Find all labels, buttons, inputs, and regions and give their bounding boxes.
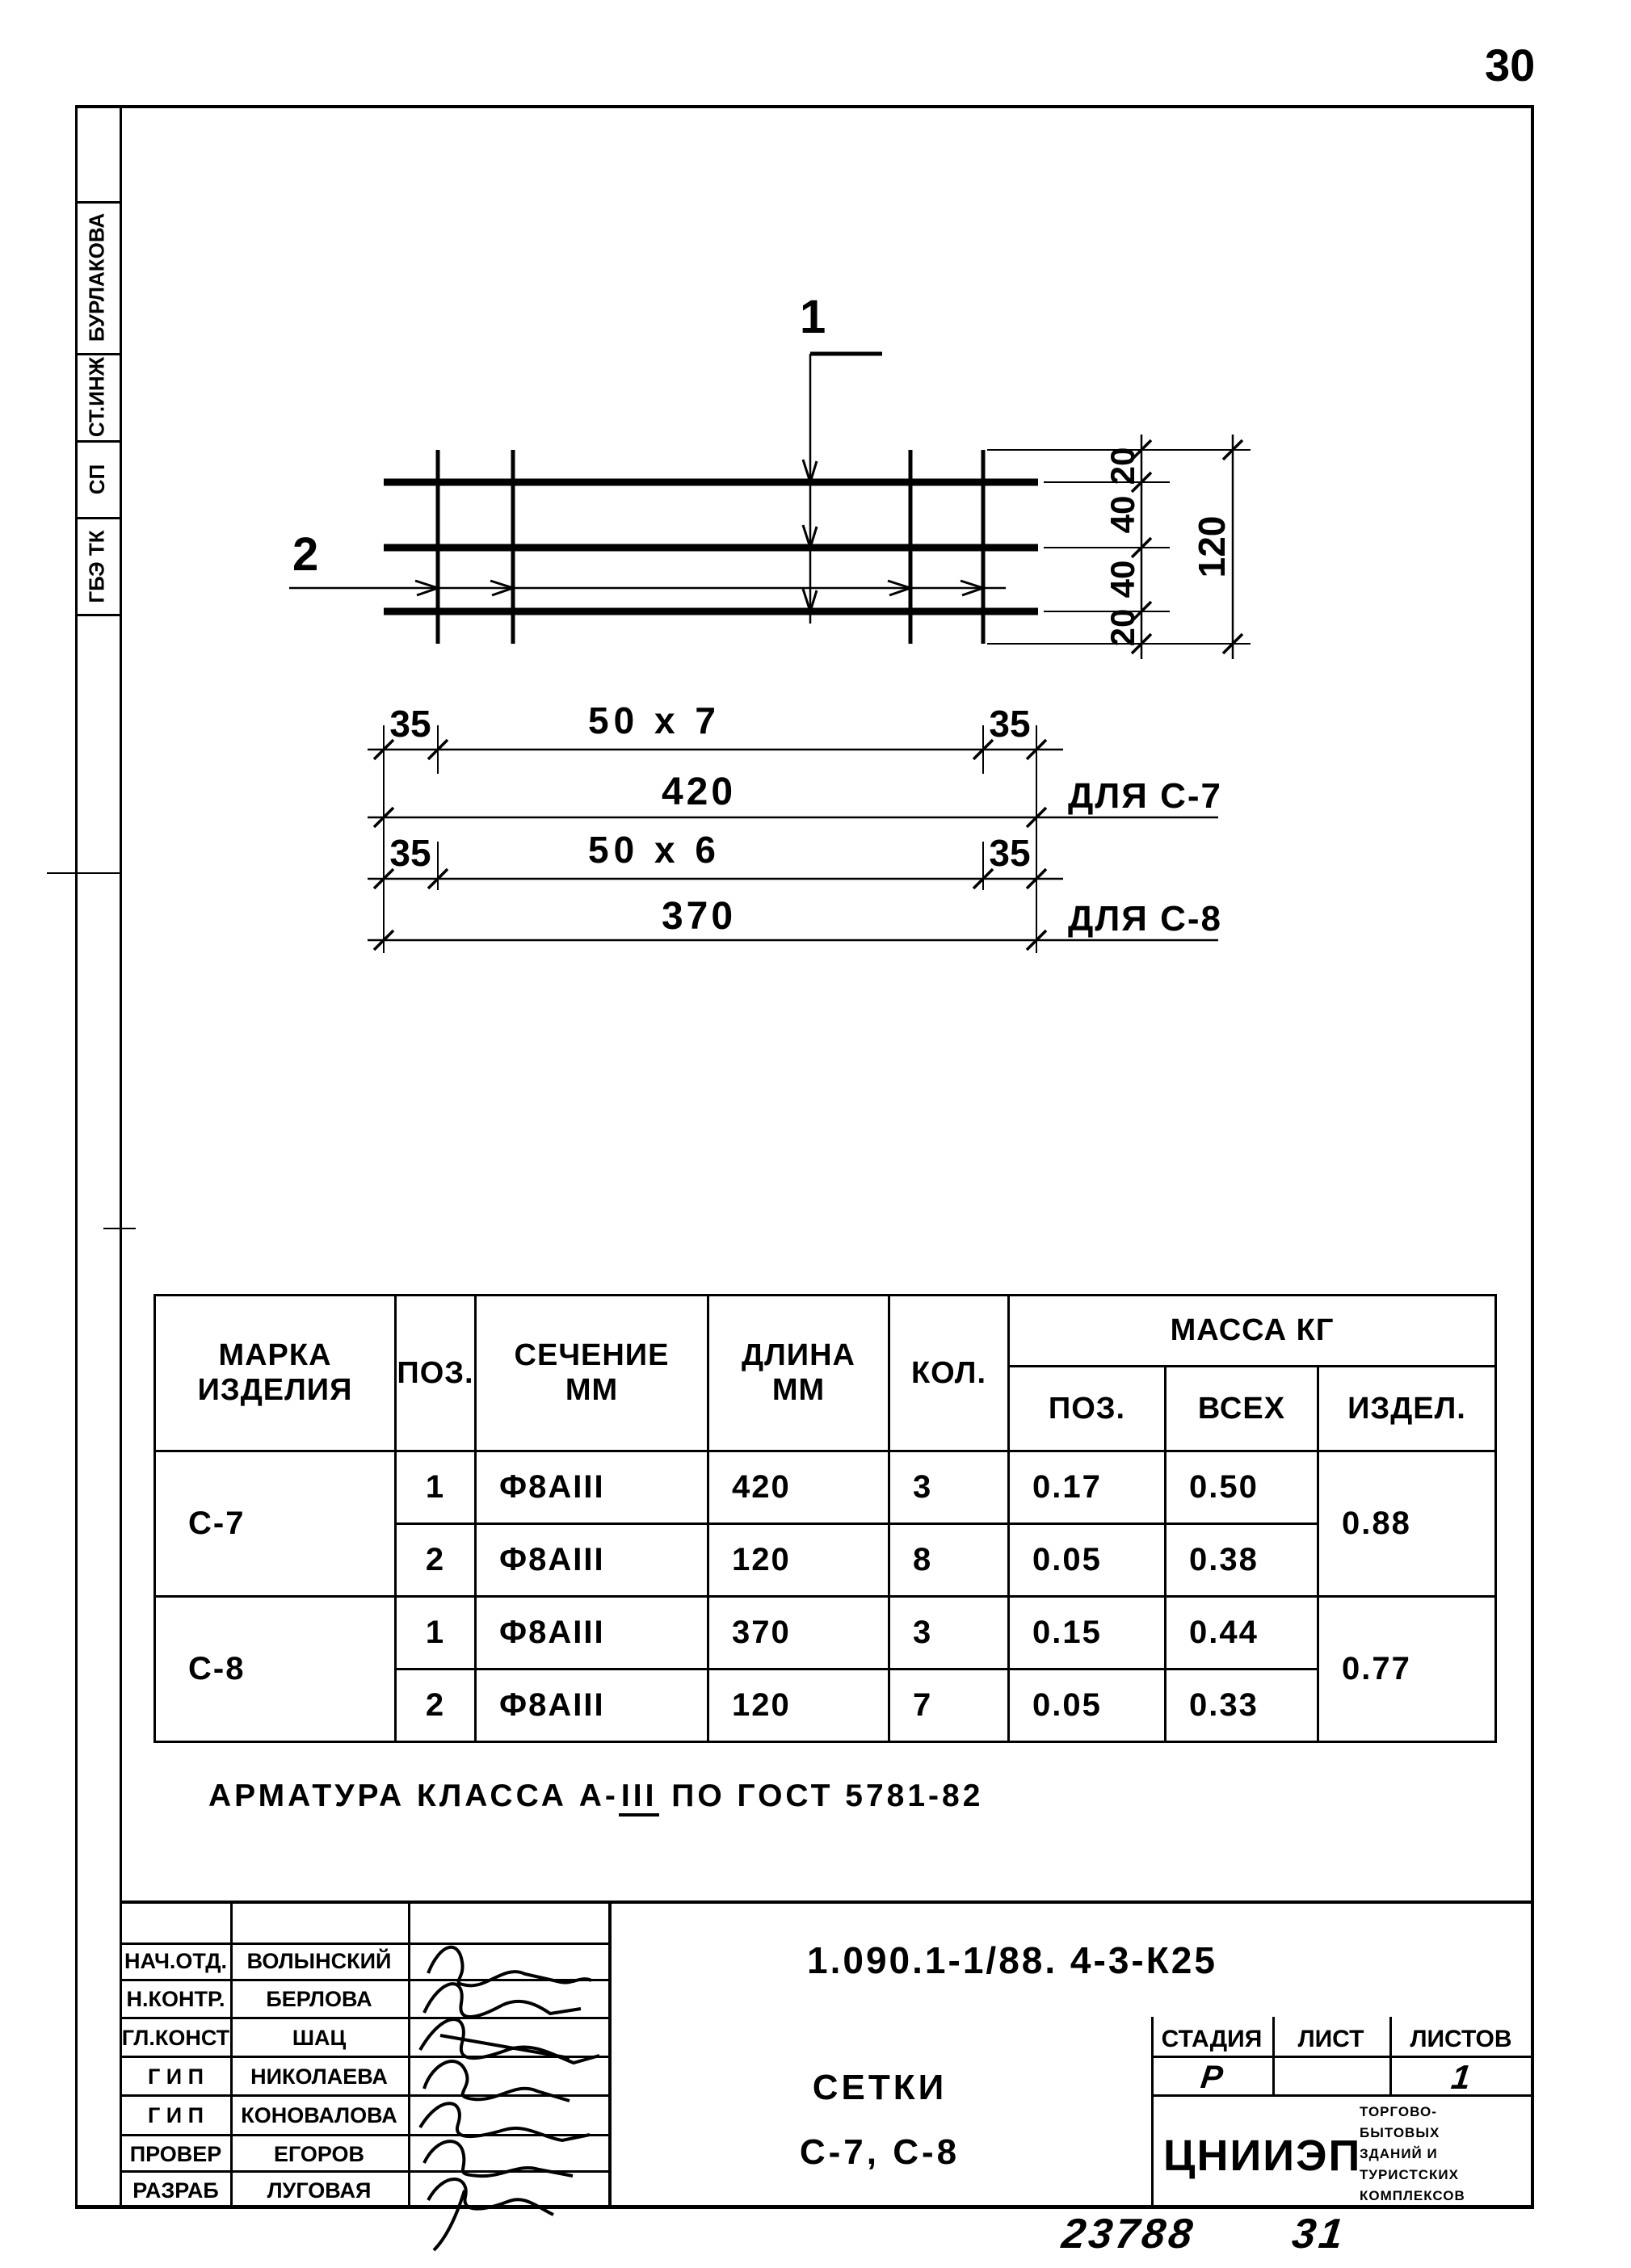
- dim-label: 50 х 6: [588, 829, 721, 871]
- dim-label: 35: [989, 832, 1031, 874]
- org-description-line: ТОРГОВО-: [1360, 2104, 1437, 2119]
- sheet-title-line2: С-7, С-8: [799, 2132, 961, 2172]
- cell-mass-all: 0.50: [1166, 1451, 1318, 1524]
- cell-mass-all: 0.44: [1166, 1597, 1318, 1670]
- cell-mark: С-8: [155, 1597, 396, 1742]
- sheet-label: ЛИСТ: [1297, 2026, 1364, 2052]
- cell-mark: С-7: [155, 1451, 396, 1597]
- mesh-drawing: [0, 0, 1631, 1010]
- cell-section: Ф8АIII: [476, 1524, 708, 1597]
- cell-qty: 8: [889, 1524, 1009, 1597]
- cell-poz: 2: [396, 1670, 476, 1742]
- callout2-label: 2: [292, 528, 319, 581]
- signer-role: Г И П: [147, 2064, 204, 2089]
- signer-name: ЛУГОВАЯ: [267, 2178, 372, 2203]
- dim-label: 35: [389, 832, 431, 874]
- signer-role: ПРОВЕР: [129, 2142, 222, 2166]
- dim-label: 20: [1103, 447, 1141, 485]
- org-name: ЦНИИЭП: [1163, 2132, 1362, 2180]
- signer-name: ШАЦ: [292, 2026, 347, 2050]
- signer-role: ГЛ.КОНСТ: [121, 2026, 230, 2050]
- sidebar-item-label: БУРЛАКОВА: [84, 212, 109, 342]
- cell-poz: 2: [396, 1524, 476, 1597]
- signer-name: ЕГОРОВ: [273, 2142, 365, 2166]
- rebar-note-prefix: АРМАТУРА КЛАССА А-: [208, 1779, 619, 1813]
- signer-role: Г И П: [147, 2103, 204, 2127]
- org-description-line: ТУРИСТСКИХ: [1360, 2167, 1459, 2182]
- sheets-label: ЛИСТОВ: [1410, 2026, 1512, 2052]
- col-header-marka: МАРКА ИЗДЕЛИЯ: [155, 1296, 396, 1451]
- dim-label: 20: [1103, 608, 1141, 647]
- cell-section: Ф8АIII: [476, 1451, 708, 1524]
- cell-mass-item: 0.88: [1318, 1451, 1496, 1597]
- dim-label: 35: [389, 703, 431, 745]
- dim-label: 40: [1103, 560, 1141, 598]
- org-description-line: БЫТОВЫХ: [1360, 2125, 1440, 2140]
- page-number: 30: [1485, 40, 1536, 90]
- rebar-note-class: III: [619, 1779, 660, 1816]
- cell-length: 420: [708, 1451, 889, 1524]
- cell-qty: 3: [889, 1451, 1009, 1524]
- cell-length: 370: [708, 1597, 889, 1670]
- signature-scribble: [424, 1984, 581, 2017]
- archive-number: 23788: [1059, 2211, 1199, 2258]
- cell-section: Ф8АIII: [476, 1670, 708, 1742]
- org-description-line: КОМПЛЕКСОВ: [1360, 2188, 1465, 2203]
- dim-note: ДЛЯ С-7: [1068, 776, 1222, 816]
- cell-mass-all: 0.38: [1166, 1524, 1318, 1597]
- cell-length: 120: [708, 1524, 889, 1597]
- cell-length: 120: [708, 1670, 889, 1742]
- dim-label: 420: [661, 771, 737, 813]
- frame-bottom: [75, 2205, 1534, 2209]
- sidebar-item-label: СП: [85, 464, 109, 495]
- col-header-dlina: ДЛИНА ММ: [708, 1296, 889, 1451]
- sheet-title-line1: СЕТКИ: [812, 2068, 948, 2107]
- archive-sheet-number: 31: [1289, 2211, 1349, 2258]
- table-row: [155, 1597, 1496, 1670]
- col-header-sechenie: СЕЧЕНИЕ ММ: [476, 1296, 708, 1451]
- signer-name: НИКОЛАЕВА: [250, 2064, 388, 2089]
- table-row: [155, 1451, 1496, 1524]
- cell-mass-poz: 0.05: [1009, 1524, 1166, 1597]
- sheets-value: 1: [1448, 2058, 1473, 2096]
- rebar-note: [208, 1779, 983, 1814]
- margin-tick: [103, 1228, 136, 1229]
- col-header-massa-poz: ПОЗ.: [1009, 1367, 1166, 1451]
- stage-value: Р: [1199, 2060, 1225, 2095]
- stage-label: СТАДИЯ: [1161, 2026, 1263, 2052]
- signature-scribble: [428, 2179, 553, 2250]
- dim-label: 370: [661, 895, 737, 938]
- signer-name: БЕРЛОВА: [266, 1987, 372, 2011]
- dim-label: 50 х 7: [588, 699, 721, 741]
- org-description: [1360, 2102, 1465, 2207]
- doc-number: 1.090.1-1/88. 4-3-К25: [807, 1939, 1217, 1981]
- cell-poz: 1: [396, 1597, 476, 1670]
- org-description-line: ЗДАНИЙ И: [1360, 2146, 1438, 2161]
- dim-label: 40: [1103, 495, 1141, 534]
- signer-role: НАЧ.ОТД.: [124, 1949, 227, 1973]
- dim-note: ДЛЯ С-8: [1068, 899, 1222, 939]
- sidebar-item-label: СТ.ИНЖ: [84, 356, 109, 438]
- cell-mass-poz: 0.17: [1009, 1451, 1166, 1524]
- cell-mass-poz: 0.05: [1009, 1670, 1166, 1742]
- callout1-label: 1: [800, 291, 826, 343]
- col-header-massa: МАССА КГ: [1009, 1296, 1496, 1367]
- cell-poz: 1: [396, 1451, 476, 1524]
- cell-section: Ф8АIII: [476, 1597, 708, 1670]
- col-header-massa-vseh: ВСЕХ: [1166, 1367, 1318, 1451]
- cell-mass-item: 0.77: [1318, 1597, 1496, 1742]
- signer-role: РАЗРАБ: [132, 2178, 219, 2203]
- signer-name: КОНОВАЛОВА: [241, 2103, 397, 2127]
- cell-qty: 3: [889, 1597, 1009, 1670]
- cell-mass-all: 0.33: [1166, 1670, 1318, 1742]
- signer-role: Н.КОНТР.: [126, 1987, 225, 2011]
- cell-qty: 7: [889, 1670, 1009, 1742]
- signer-name: ВОЛЫНСКИЙ: [246, 1949, 392, 1973]
- col-header-poz: ПОЗ.: [396, 1296, 476, 1451]
- col-header-massa-izdel: ИЗДЕЛ.: [1318, 1367, 1496, 1451]
- cell-mass-poz: 0.15: [1009, 1597, 1166, 1670]
- sidebar-item-label: ГБЭ ТК: [84, 530, 109, 603]
- dim-label: 120: [1191, 515, 1233, 578]
- dim-label: 35: [989, 703, 1031, 745]
- col-header-kol: КОЛ.: [889, 1296, 1009, 1451]
- rebar-note-suffix: ПО ГОСТ 5781-82: [671, 1779, 984, 1813]
- spec-table: [153, 1294, 1497, 1743]
